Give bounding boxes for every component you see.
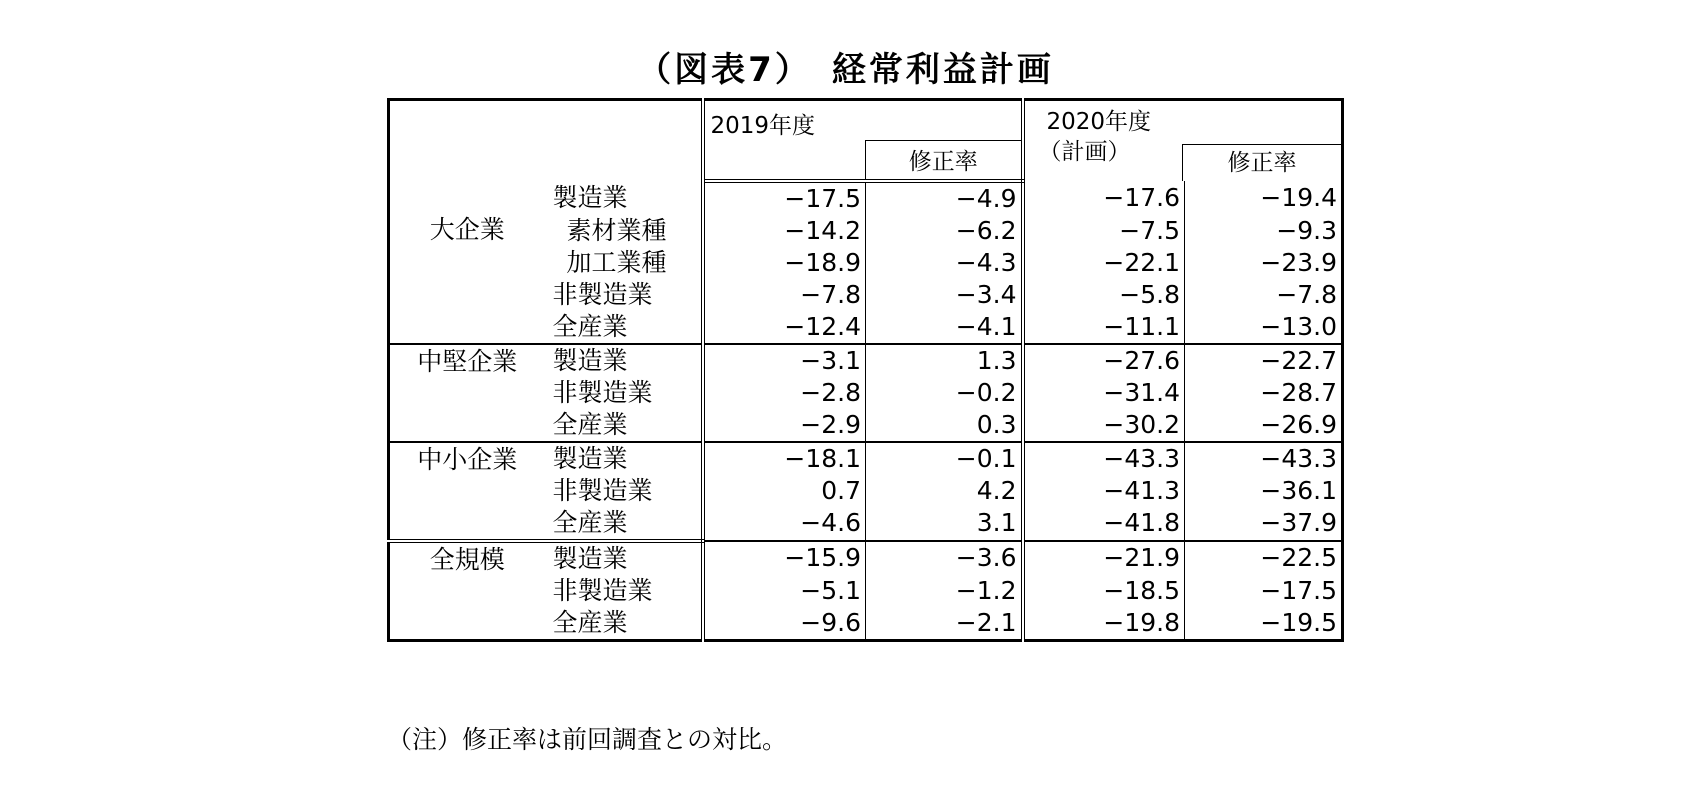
revision-2020: −26.9: [1185, 409, 1343, 442]
revision-2019: 1.3: [866, 344, 1023, 377]
footnote: （注）修正率は前回調査との対比。: [387, 725, 788, 754]
group-label: 中小企業: [389, 442, 545, 541]
value-2019: −18.1: [703, 442, 866, 475]
header-2019-revision-label: 修正率: [908, 149, 978, 176]
value-2020: −31.4: [1103, 377, 1181, 407]
revision-2020: −7.8: [1185, 279, 1343, 311]
revision-2020: −23.9: [1185, 247, 1343, 279]
group-label: 全規模: [389, 541, 545, 641]
header-2019-value-sub: [703, 141, 866, 181]
header-2019-revision: [866, 141, 1023, 181]
header-2020-revision-label: 修正率: [1227, 149, 1297, 176]
industry-label: 非製造業: [545, 475, 703, 507]
table-row: [389, 181, 1343, 215]
industry-label: 素材業種: [545, 215, 703, 247]
group-label: 中堅企業: [389, 344, 545, 442]
value-2019: −7.8: [800, 279, 861, 309]
table-row: [389, 442, 1343, 475]
value-2020: −11.1: [1103, 311, 1181, 341]
header-2020: [1023, 100, 1343, 181]
industry-label: 全産業: [545, 409, 703, 442]
page-title: （図表7） 経常利益計画: [637, 50, 1054, 90]
revision-2020: −43.3: [1185, 442, 1343, 475]
revision-2019: −4.9: [866, 181, 1023, 215]
industry-label: 製造業: [545, 181, 703, 215]
value-2020: −7.5: [1119, 215, 1181, 245]
header-2019: [703, 100, 1023, 141]
value-2019: −9.6: [800, 607, 861, 637]
table-row: [389, 344, 1343, 377]
revision-2019: −2.1: [866, 607, 1023, 641]
value-2019: −2.8: [800, 377, 861, 407]
header-2020-revision: [1182, 144, 1341, 181]
value-2019: 0.7: [821, 475, 861, 505]
revision-2020: −22.7: [1185, 344, 1343, 377]
value-2019: −14.2: [784, 215, 861, 245]
revision-2019: 3.1: [866, 507, 1023, 541]
revision-2019: −1.2: [866, 575, 1023, 607]
revision-2020: −37.9: [1185, 507, 1343, 541]
industry-label: 全産業: [545, 311, 703, 344]
revision-2019: −0.2: [866, 377, 1023, 409]
revision-2020: −22.5: [1185, 541, 1343, 575]
revision-2019: −0.1: [866, 442, 1023, 475]
revision-2020: −19.5: [1185, 607, 1343, 641]
industry-label: 非製造業: [545, 279, 703, 311]
industry-label: 全産業: [545, 507, 703, 541]
value-2020: −30.2: [1103, 409, 1181, 439]
value-2019: −12.4: [784, 311, 861, 341]
profit-plan-table: [387, 98, 1344, 642]
value-2019: −18.9: [784, 247, 861, 277]
value-2020: −27.6: [1023, 344, 1185, 377]
value-2020: −17.6: [1103, 182, 1181, 212]
revision-2019: −3.4: [866, 279, 1023, 311]
value-2019: −4.6: [800, 508, 861, 537]
value-2020: −43.3: [1023, 442, 1185, 475]
header-2019-label: 2019年度: [710, 113, 816, 139]
industry-label: 全産業: [545, 607, 703, 641]
revision-2020: −36.1: [1185, 475, 1343, 507]
value-2019: −3.1: [703, 344, 866, 377]
value-2020: −18.5: [1103, 575, 1181, 605]
value-2019: −2.9: [800, 409, 861, 439]
revision-2019: 4.2: [866, 475, 1023, 507]
revision-2019: −4.1: [866, 311, 1023, 344]
header-2020-label: 2020年度: [1046, 109, 1152, 135]
revision-2020: −17.5: [1185, 575, 1343, 607]
value-2020: −22.1: [1103, 247, 1181, 277]
header-empty-cell: [389, 100, 703, 181]
group-label: 大企業: [429, 214, 505, 244]
revision-2020: −19.4: [1185, 181, 1343, 215]
revision-2020: −28.7: [1185, 377, 1343, 409]
revision-2019: −3.6: [866, 541, 1023, 575]
revision-2020: −13.0: [1185, 311, 1343, 344]
industry-label: 製造業: [545, 541, 703, 575]
industry-label: 非製造業: [545, 377, 703, 409]
revision-2019: −4.3: [866, 247, 1023, 279]
header-2020-plan-label: （計画）: [1038, 139, 1131, 165]
value-2020: −41.3: [1103, 475, 1181, 505]
table-row: [389, 541, 1343, 575]
value-2020: −21.9: [1023, 541, 1185, 575]
industry-label: 製造業: [545, 442, 703, 475]
value-2020: −19.8: [1103, 607, 1181, 637]
value-2019: −17.5: [784, 183, 861, 213]
revision-2019: −6.2: [866, 215, 1023, 247]
value-2019: −15.9: [703, 541, 866, 575]
industry-label: 製造業: [545, 344, 703, 377]
value-2019: −5.1: [800, 575, 861, 605]
value-2020: −5.8: [1119, 279, 1181, 309]
value-2020: −41.8: [1103, 508, 1181, 537]
revision-2020: −9.3: [1185, 215, 1343, 247]
industry-label: 非製造業: [545, 575, 703, 607]
industry-label: 加工業種: [545, 247, 703, 279]
revision-2019: 0.3: [866, 409, 1023, 442]
